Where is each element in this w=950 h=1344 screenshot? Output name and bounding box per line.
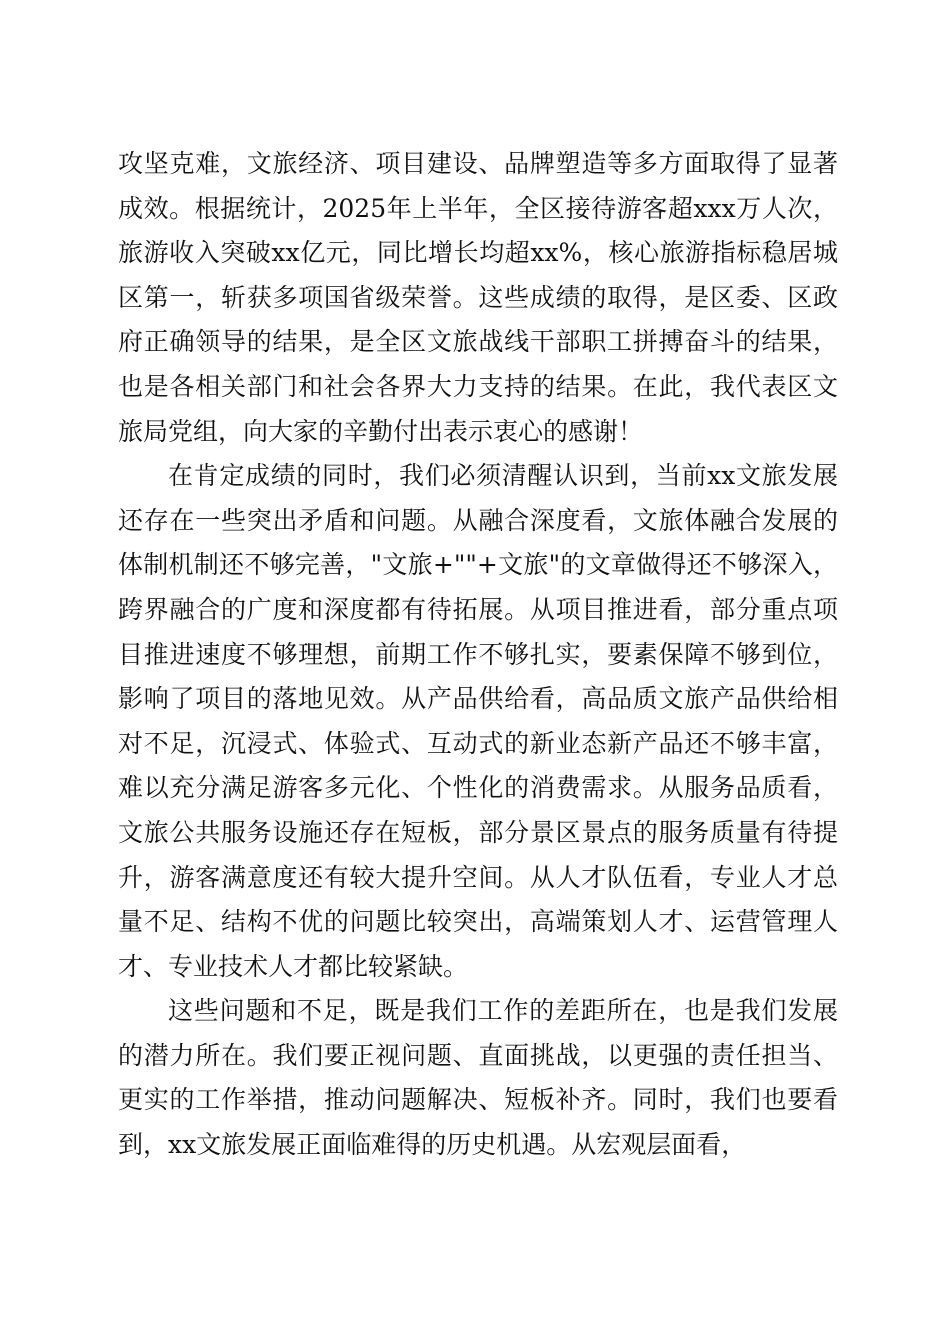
paragraph-problems: 在肯定成绩的同时，我们必须清醒认识到，当前xx文旅发展还存在一些突出矛盾和问题。从融合深度看，文旅体融合发展的体制机制还不够完善，"文旅+""+文旅"的文章做得还不够深入，跨界融合的广度和深度都有待拓展。从项目推进看，部分重点项目推进速度不够理想，前期工作不够扎实，要素保障不够到位，影响了项目的落地见效。从产品供给看，高品质文旅产品供给相对不足，沉浸式、体验式、互动式的新业态新产品还不够丰富，难以充分满足游客多元化、个性化的消费需求。从服务品质看，文旅公共服务设施还存在短板，部分景区景点的服务质量有待提升，游客满意度还有较大提升空间。从人才队伍看，专业人才总量不足、结构不优的问题比较突出，高端策划人才、运营管理人才、专业技术人才都比较紧缺。 <box>118 461 838 981</box>
paragraph-opportunities: 这些问题和不足，既是我们工作的差距所在，也是我们发展的潜力所在。我们要正视问题、直面挑战，以更强的责任担当、更实的工作举措，推动问题解决、短板补齐。同时，我们也要看到，xx文旅发展正面临难得的历史机遇。从宏观层面看， <box>118 996 838 1160</box>
paragraph-achievements: 攻坚克难，文旅经济、项目建设、品牌塑造等多方面取得了显著成效。根据统计，2025年上半年，全区接待游客超xxx万人次，旅游收入突破xx亿元，同比增长均超xx%，核心旅游指标稳居城区第一，斩获多项国省级荣誉。这些成绩的取得，是区委、区政府正确领导的结果，是全区文旅战线干部职工拼搏奋斗的结果，也是各相关部门和社会各界大力支持的结果。在此，我代表区文旅局党组，向大家的辛勤付出表示衷心的感谢！ <box>118 149 838 446</box>
document-body <box>118 142 838 1168</box>
